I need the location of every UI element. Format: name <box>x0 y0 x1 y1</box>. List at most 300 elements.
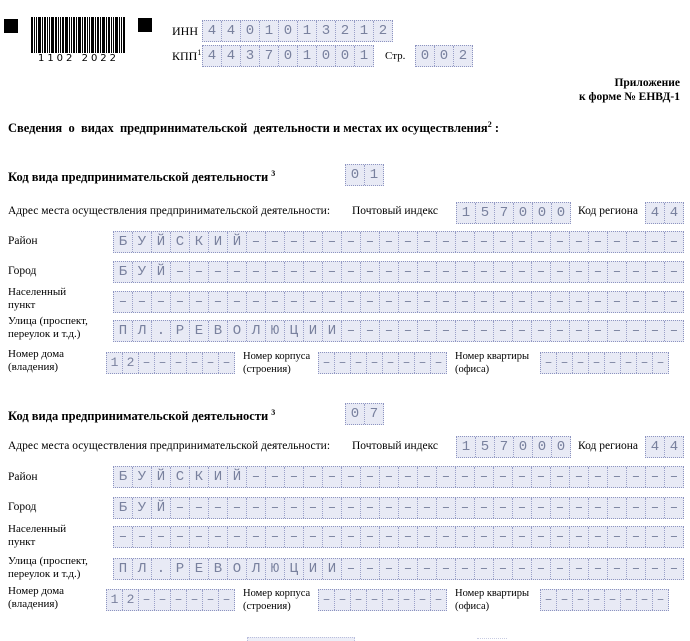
district-label-1: Район <box>8 235 38 247</box>
form-cell: – <box>572 590 588 610</box>
form-cell: 4 <box>221 21 240 41</box>
form-cell: – <box>218 590 234 610</box>
barcode-text: 1102 2022 <box>37 53 120 64</box>
form-cell: Й <box>151 467 170 487</box>
street-label-1 <box>8 315 88 341</box>
form-cell: Ц <box>284 321 303 341</box>
form-cell: – <box>334 353 350 373</box>
form-cell: – <box>202 353 218 373</box>
form-cell: 1 <box>354 46 373 66</box>
form-cell: – <box>664 559 683 579</box>
street-label-line2-2: переулок и т.д.) <box>8 568 81 580</box>
form-cell: – <box>379 559 398 579</box>
form-cell: – <box>588 467 607 487</box>
form-cell: – <box>512 527 531 547</box>
form-cell: – <box>132 292 151 312</box>
form-cell: Р <box>170 559 189 579</box>
city-field-2[interactable] <box>113 497 684 519</box>
locality-field-2[interactable] <box>113 526 684 548</box>
building-number-field-1[interactable] <box>318 352 447 374</box>
kpp-label <box>172 49 201 64</box>
form-cell: Р <box>170 321 189 341</box>
form-cell: – <box>398 353 414 373</box>
page-title <box>8 121 608 136</box>
house-label-line1-2: Номер дома <box>8 585 64 597</box>
building-label-line2-2: (строения) <box>243 601 291 612</box>
form-cell: – <box>265 232 284 252</box>
form-cell: С <box>170 467 189 487</box>
form-cell: – <box>436 467 455 487</box>
form-cell: – <box>360 292 379 312</box>
form-cell: – <box>493 467 512 487</box>
form-cell: 7 <box>259 46 278 66</box>
form-cell: Б <box>118 469 128 485</box>
page-number-field[interactable] <box>415 45 473 67</box>
apartment-label-line2-1: (офиса) <box>455 364 490 375</box>
form-cell: У <box>132 498 151 518</box>
activity-code-field-1[interactable] <box>345 164 384 186</box>
form-cell: 4 <box>650 205 660 221</box>
form-cell: Б <box>118 234 128 250</box>
form-cell: – <box>227 498 246 518</box>
form-cell: – <box>556 353 572 373</box>
form-cell: – <box>664 232 683 252</box>
form-cell: – <box>303 292 322 312</box>
form-cell: – <box>303 467 322 487</box>
form-cell: – <box>531 321 550 341</box>
form-cell: Б <box>118 264 128 280</box>
form-cell: – <box>556 590 572 610</box>
form-cell: – <box>322 527 341 547</box>
form-cell: В <box>208 559 227 579</box>
form-cell: – <box>604 590 620 610</box>
form-cell: 3 <box>240 46 259 66</box>
locality-label-2 <box>8 523 66 549</box>
form-cell: – <box>246 498 265 518</box>
form-cell: – <box>189 292 208 312</box>
form-cell: – <box>455 527 474 547</box>
inn-label: ИНН <box>172 24 198 38</box>
form-cell: – <box>493 321 512 341</box>
form-cell: Ц <box>284 559 303 579</box>
form-cell: – <box>246 292 265 312</box>
form-cell: – <box>398 232 417 252</box>
form-cell: – <box>398 590 414 610</box>
form-cell: 1 <box>297 46 316 66</box>
locality-label-line1-2: Населенный <box>8 523 67 535</box>
form-cell: – <box>512 262 531 282</box>
form-cell: – <box>455 232 474 252</box>
form-cell: – <box>512 232 531 252</box>
city-label-1: Город <box>8 265 37 277</box>
form-cell: – <box>620 353 636 373</box>
form-cell: – <box>620 590 636 610</box>
page-title-footnote: 2 <box>487 119 492 129</box>
form-cell: – <box>265 527 284 547</box>
form-cell: – <box>322 355 331 370</box>
form-cell: – <box>569 292 588 312</box>
form-cell: – <box>360 467 379 487</box>
form-cell: – <box>382 353 398 373</box>
form-cell: – <box>455 262 474 282</box>
form-cell: – <box>246 467 265 487</box>
form-cell: Й <box>151 498 170 518</box>
street-label-line2-1: переулок и т.д.) <box>8 328 81 340</box>
form-cell: – <box>636 353 652 373</box>
form-cell: – <box>531 498 550 518</box>
form-cell: У <box>132 232 151 252</box>
house-number-field-2[interactable] <box>106 589 235 611</box>
form-cell: – <box>322 592 331 607</box>
locality-field-1[interactable] <box>113 291 684 313</box>
apartment-number-field-2[interactable] <box>540 589 669 611</box>
address-intro-label-2: Адрес места осуществления предпринимательской деятельности: <box>8 440 331 452</box>
form-cell: – <box>379 232 398 252</box>
form-cell: – <box>379 467 398 487</box>
form-cell: – <box>202 590 218 610</box>
form-cell: – <box>455 498 474 518</box>
form-cell: – <box>398 559 417 579</box>
form-cell: В <box>208 321 227 341</box>
form-cell: – <box>414 353 430 373</box>
street-field-2[interactable] <box>113 558 684 580</box>
house-label-line1-1: Номер дома <box>8 348 64 360</box>
form-cell: И <box>208 232 227 252</box>
street-field-1[interactable] <box>113 320 684 342</box>
address-intro-label-1: Адрес места осуществления предпринимательской деятельности: <box>8 205 331 217</box>
form-cell: – <box>417 498 436 518</box>
form-cell: – <box>186 590 202 610</box>
form-cell: – <box>303 527 322 547</box>
building-label-line1-1: Номер корпуса <box>243 351 311 362</box>
form-cell: – <box>626 467 645 487</box>
form-cell: – <box>569 467 588 487</box>
form-cell: 1 <box>461 205 471 221</box>
form-cell: – <box>417 467 436 487</box>
inn-field[interactable] <box>202 20 393 42</box>
form-cell: – <box>436 292 455 312</box>
locality-label-line1-1: Населенный <box>8 286 67 298</box>
activity-code-field-2[interactable] <box>345 403 384 425</box>
form-cell: – <box>322 498 341 518</box>
district-field-1[interactable] <box>113 231 684 253</box>
form-cell: – <box>588 353 604 373</box>
form-cell: 0 <box>532 203 551 223</box>
form-cell: – <box>208 292 227 312</box>
form-cell: 2 <box>122 590 138 610</box>
form-cell: – <box>360 321 379 341</box>
form-cell: – <box>626 321 645 341</box>
form-cell: – <box>493 527 512 547</box>
form-cell: – <box>322 262 341 282</box>
form-cell: П <box>118 323 128 339</box>
form-cell: – <box>398 292 417 312</box>
form-cell: – <box>436 321 455 341</box>
form-cell: И <box>303 559 322 579</box>
form-cell: – <box>303 262 322 282</box>
form-cell: – <box>218 353 234 373</box>
activity-code-footnote-1: 3 <box>271 168 276 178</box>
form-cell: 0 <box>551 437 570 457</box>
form-cell: – <box>246 262 265 282</box>
activity-code-label-text-2: Код вида предпринимательской деятельности <box>8 409 269 423</box>
form-cell: Б <box>118 500 128 516</box>
form-cell: – <box>512 321 531 341</box>
apartment-label-line1-1: Номер квартиры <box>455 351 530 362</box>
form-cell: 2 <box>373 21 392 41</box>
street-label-line1-2: Улица (проспект, <box>8 555 88 567</box>
registration-mark-right <box>138 18 152 32</box>
locality-label-1 <box>8 286 66 312</box>
form-cell: – <box>550 498 569 518</box>
form-cell: – <box>284 262 303 282</box>
form-cell: – <box>588 232 607 252</box>
apartment-label-2 <box>455 587 529 613</box>
form-cell: 0 <box>335 46 354 66</box>
form-cell: – <box>414 590 430 610</box>
form-cell: – <box>284 292 303 312</box>
apartment-label-1 <box>455 350 529 376</box>
form-cell: Л <box>246 559 265 579</box>
form-cell: П <box>118 561 128 577</box>
apartment-number-field-1[interactable] <box>540 352 669 374</box>
form-cell: – <box>341 321 360 341</box>
form-cell: У <box>132 262 151 282</box>
form-cell: – <box>322 292 341 312</box>
postal-index-label-2: Почтовый индекс <box>352 440 439 452</box>
form-cell: – <box>474 292 493 312</box>
form-cell: – <box>569 232 588 252</box>
form-cell: – <box>474 232 493 252</box>
form-cell: – <box>626 292 645 312</box>
barcode-image <box>31 17 126 58</box>
form-cell: – <box>493 559 512 579</box>
form-cell: 0 <box>350 167 360 183</box>
form-cell: – <box>645 467 664 487</box>
form-cell: – <box>379 292 398 312</box>
form-cell: – <box>588 590 604 610</box>
form-cell: – <box>382 590 398 610</box>
form-cell: – <box>303 498 322 518</box>
form-cell: – <box>588 292 607 312</box>
form-cell: 2 <box>453 46 472 66</box>
form-cell: – <box>341 262 360 282</box>
form-cell: – <box>341 467 360 487</box>
form-cell: – <box>652 590 668 610</box>
form-cell: – <box>284 527 303 547</box>
form-cell: – <box>531 527 550 547</box>
form-cell: – <box>550 527 569 547</box>
form-cell: – <box>322 467 341 487</box>
city-field-1[interactable] <box>113 261 684 283</box>
form-cell: – <box>341 559 360 579</box>
form-cell: – <box>588 559 607 579</box>
form-cell: Е <box>189 559 208 579</box>
form-cell: – <box>664 262 683 282</box>
form-cell: – <box>664 498 683 518</box>
form-cell: 1 <box>110 355 119 370</box>
form-cell: 0 <box>551 203 570 223</box>
form-cell: – <box>379 527 398 547</box>
form-cell: 5 <box>475 203 494 223</box>
building-number-field-2[interactable] <box>318 589 447 611</box>
form-cell: – <box>607 498 626 518</box>
form-cell: – <box>118 529 128 545</box>
form-cell: 4 <box>650 439 660 455</box>
form-cell: – <box>455 292 474 312</box>
form-cell: – <box>474 559 493 579</box>
page-title-text: Сведения о видах предпринимательской деятельности и местах их осуществления <box>8 121 488 135</box>
form-cell: 1 <box>297 21 316 41</box>
form-cell: – <box>636 590 652 610</box>
house-number-field-1[interactable] <box>106 352 235 374</box>
form-cell: – <box>398 262 417 282</box>
kpp-field[interactable] <box>202 45 374 67</box>
form-cell: – <box>455 321 474 341</box>
form-cell: – <box>531 467 550 487</box>
registration-mark-left <box>4 19 18 33</box>
form-cell: – <box>322 232 341 252</box>
form-cell: – <box>550 467 569 487</box>
form-cell: – <box>151 292 170 312</box>
form-cell: – <box>246 527 265 547</box>
form-cell: 1 <box>461 439 471 455</box>
form-cell: – <box>512 292 531 312</box>
activity-code-label-text-1: Код вида предпринимательской деятельности <box>8 170 269 184</box>
form-cell: – <box>398 527 417 547</box>
form-cell: 4 <box>664 203 683 223</box>
building-label-1 <box>243 350 310 376</box>
building-label-line2-1: (строения) <box>243 364 291 375</box>
form-cell: Л <box>132 559 151 579</box>
form-cell: – <box>436 559 455 579</box>
form-cell: Й <box>227 232 246 252</box>
activity-code-footnote-2: 3 <box>271 407 276 417</box>
form-cell: – <box>341 527 360 547</box>
form-cell: – <box>430 353 446 373</box>
form-cell: – <box>569 498 588 518</box>
form-cell: – <box>588 262 607 282</box>
form-cell: – <box>493 498 512 518</box>
form-cell: Ю <box>265 321 284 341</box>
activity-code-label-1 <box>8 170 275 185</box>
form-cell: 4 <box>207 23 217 39</box>
form-cell: – <box>118 294 128 310</box>
form-cell: – <box>246 232 265 252</box>
kpp-footnote: 1 <box>197 48 202 57</box>
region-code-label-1: Код региона <box>578 205 638 217</box>
form-cell: – <box>430 590 446 610</box>
locality-label-line2-1: пункт <box>8 299 36 311</box>
form-cell: 0 <box>513 203 532 223</box>
form-cell: 7 <box>364 404 383 424</box>
form-cell: – <box>227 527 246 547</box>
form-cell: – <box>550 232 569 252</box>
form-cell: 2 <box>335 21 354 41</box>
form-cell: 7 <box>494 203 513 223</box>
postal-index-field-2[interactable] <box>456 436 571 458</box>
activity-code-label-2 <box>8 409 275 424</box>
form-cell: – <box>607 262 626 282</box>
form-cell: И <box>322 559 341 579</box>
form-cell: – <box>151 527 170 547</box>
form-cell: – <box>607 232 626 252</box>
form-cell: – <box>154 590 170 610</box>
form-cell: – <box>493 292 512 312</box>
form-cell: – <box>550 262 569 282</box>
region-code-label-2: Код региона <box>578 440 638 452</box>
form-cell: – <box>645 527 664 547</box>
form-cell: – <box>208 262 227 282</box>
form-cell: 1 <box>110 592 119 607</box>
form-cell: 0 <box>278 21 297 41</box>
form-cell: Й <box>227 467 246 487</box>
form-cell: – <box>170 527 189 547</box>
appendix-line2: к форме № ЕНВД-1 <box>578 91 680 103</box>
form-cell: – <box>186 353 202 373</box>
building-label-line1-2: Номер корпуса <box>243 588 311 599</box>
form-cell: – <box>645 292 664 312</box>
form-cell: – <box>170 498 189 518</box>
form-cell: С <box>170 232 189 252</box>
form-cell: – <box>569 321 588 341</box>
form-cell: 4 <box>664 437 683 457</box>
form-cell: 4 <box>207 48 217 64</box>
form-cell: – <box>512 498 531 518</box>
form-cell: – <box>341 498 360 518</box>
form-cell: – <box>474 262 493 282</box>
form-cell: – <box>303 232 322 252</box>
form-cell: Л <box>246 321 265 341</box>
street-label-line1-1: Улица (проспект, <box>8 315 88 327</box>
form-cell: И <box>322 321 341 341</box>
form-cell: – <box>366 353 382 373</box>
form-cell: – <box>360 559 379 579</box>
form-cell: – <box>227 262 246 282</box>
form-cell: – <box>512 559 531 579</box>
house-label-line2-1: (владения) <box>8 361 59 373</box>
apartment-label-line2-2: (офиса) <box>455 601 490 612</box>
form-cell: 0 <box>513 437 532 457</box>
form-cell: – <box>417 527 436 547</box>
form-cell: 0 <box>532 437 551 457</box>
form-cell: 1 <box>259 21 278 41</box>
form-cell: 4 <box>221 46 240 66</box>
form-cell: – <box>341 292 360 312</box>
district-field-2[interactable] <box>113 466 684 488</box>
region-code-field-2[interactable] <box>645 436 684 458</box>
postal-index-field-1[interactable] <box>456 202 571 224</box>
form-cell: – <box>284 498 303 518</box>
form-cell: – <box>512 467 531 487</box>
locality-label-line2-2: пункт <box>8 536 36 548</box>
form-cell: Й <box>151 262 170 282</box>
form-cell: 5 <box>475 437 494 457</box>
form-cell: – <box>588 527 607 547</box>
form-cell: – <box>474 498 493 518</box>
form-cell: 1 <box>364 165 383 185</box>
form-cell: – <box>544 592 553 607</box>
form-cell: – <box>607 467 626 487</box>
form-cell: – <box>265 262 284 282</box>
form-cell: – <box>664 321 683 341</box>
form-cell: – <box>170 353 186 373</box>
form-cell: – <box>493 262 512 282</box>
form-cell: – <box>265 292 284 312</box>
region-code-field-1[interactable] <box>645 202 684 224</box>
house-label-2 <box>8 585 64 611</box>
form-cell: 0 <box>434 46 453 66</box>
